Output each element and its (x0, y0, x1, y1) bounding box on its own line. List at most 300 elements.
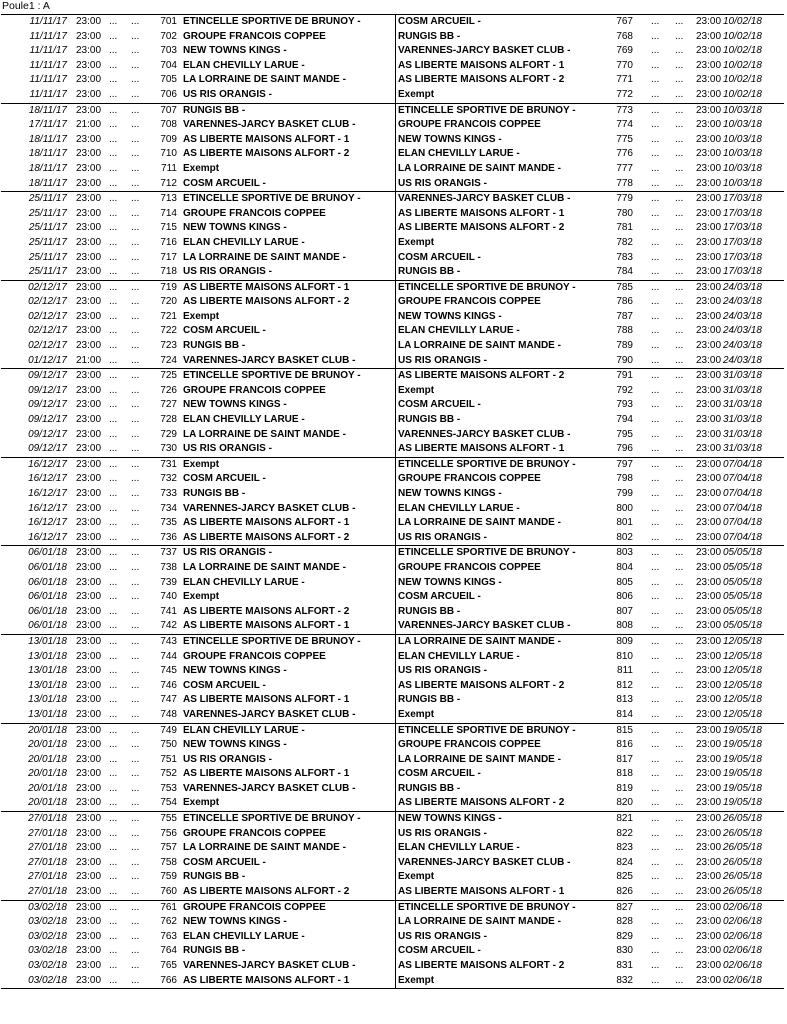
first-leg-date: 11/11/17 (29, 16, 67, 27)
return-leg-score-away: ... (675, 679, 684, 691)
return-leg-time: 23:00 (696, 236, 722, 248)
first-leg-match-number: 742 (160, 620, 177, 632)
home-team: US RIS ORANGIS - (183, 753, 272, 765)
home-team: GROUPE FRANCOIS COPPEE (183, 650, 326, 662)
return-leg-match-number: 806 (616, 591, 633, 603)
away-team: Exempt (398, 88, 435, 100)
return-leg-match-number: 803 (616, 547, 633, 559)
home-team: COSM ARCUEIL - (183, 325, 266, 337)
home-team: Exempt (183, 797, 220, 809)
away-team: LA LORRAINE DE SAINT MANDE - (398, 162, 561, 174)
return-leg-score-away: ... (675, 488, 684, 499)
return-leg-score-away: ... (675, 16, 684, 27)
first-leg-date: 13/01/18 (28, 650, 67, 662)
table-row (1, 413, 784, 428)
first-leg-score-home: ... (109, 488, 118, 499)
return-leg-score-home: ... (651, 916, 660, 928)
return-leg-score-home: ... (651, 753, 660, 765)
return-leg-time: 23:00 (696, 399, 722, 411)
away-team: GROUPE FRANCOIS COPPEE (398, 296, 541, 308)
first-leg-score-away: ... (131, 370, 140, 382)
return-leg-score-away: ... (675, 251, 684, 263)
return-leg-score-home: ... (651, 88, 660, 100)
return-leg-score-home: ... (651, 148, 660, 160)
first-leg-time: 23:00 (76, 768, 102, 780)
first-leg-score-home: ... (109, 177, 118, 189)
return-leg-date: 10/03/18 (723, 177, 762, 189)
return-leg-score-home: ... (651, 104, 660, 116)
return-leg-match-number: 823 (616, 842, 633, 854)
away-team: COSM ARCUEIL - (398, 399, 481, 411)
first-leg-date: 27/01/18 (28, 886, 67, 898)
away-team: ETINCELLE SPORTIVE DE BRUNOY - (398, 281, 576, 293)
table-row (1, 133, 784, 148)
first-leg-time: 23:00 (76, 547, 102, 559)
away-team: ELAN CHEVILLY LARUE - (398, 325, 520, 337)
return-leg-date: 10/03/18 (723, 119, 762, 131)
first-leg-match-number: 755 (160, 813, 177, 825)
matchday-group (1, 546, 784, 635)
return-leg-score-home: ... (651, 502, 660, 514)
first-leg-time: 23:00 (76, 930, 102, 942)
table-row (1, 207, 784, 222)
first-leg-match-number: 725 (160, 370, 177, 382)
return-leg-score-away: ... (675, 428, 684, 440)
table-row (1, 192, 784, 207)
first-leg-score-home: ... (109, 517, 118, 529)
first-leg-match-number: 727 (160, 399, 177, 411)
return-leg-time: 23:00 (696, 945, 722, 957)
return-leg-time: 23:00 (696, 531, 722, 543)
home-team: US RIS ORANGIS - (183, 266, 272, 278)
first-leg-match-number: 706 (160, 88, 177, 100)
return-leg-score-home: ... (651, 162, 660, 174)
table-row (1, 546, 784, 561)
home-team: VARENNES-JARCY BASKET CLUB - (183, 782, 356, 794)
return-leg-score-home: ... (651, 325, 660, 337)
page-title: Poule1 : A (2, 0, 50, 12)
return-leg-date: 24/03/18 (723, 310, 762, 322)
first-leg-score-home: ... (109, 458, 118, 470)
first-leg-date: 09/12/17 (28, 443, 67, 455)
return-leg-date: 19/05/18 (723, 739, 762, 751)
first-leg-score-away: ... (131, 694, 140, 706)
return-leg-match-number: 828 (616, 916, 633, 928)
first-leg-match-number: 765 (160, 960, 177, 971)
first-leg-score-home: ... (109, 236, 118, 248)
first-leg-match-number: 721 (160, 310, 177, 322)
first-leg-score-away: ... (131, 266, 140, 278)
return-leg-match-number: 820 (616, 797, 633, 809)
return-leg-score-away: ... (675, 45, 684, 57)
first-leg-date: 25/11/17 (28, 222, 67, 234)
home-team: RUNGIS BB - (183, 104, 246, 116)
table-row (1, 782, 784, 797)
away-team: AS LIBERTE MAISONS ALFORT - 1 (398, 59, 565, 71)
table-row (1, 428, 784, 443)
return-leg-date: 26/05/18 (723, 827, 762, 839)
first-leg-date: 16/12/17 (28, 502, 67, 514)
first-leg-score-away: ... (131, 119, 140, 131)
return-leg-date: 10/03/18 (723, 162, 762, 174)
table-row (1, 959, 784, 974)
first-leg-time: 23:00 (76, 207, 102, 219)
away-team: US RIS ORANGIS - (398, 177, 487, 189)
first-leg-match-number: 717 (160, 251, 177, 263)
return-leg-score-away: ... (675, 119, 684, 131)
return-leg-time: 23:00 (696, 916, 722, 928)
return-leg-date: 05/05/18 (723, 561, 762, 573)
table-row (1, 827, 784, 842)
away-team: LA LORRAINE DE SAINT MANDE - (398, 517, 561, 529)
first-leg-score-away: ... (131, 960, 140, 971)
return-leg-date: 12/05/18 (723, 708, 762, 720)
first-leg-score-away: ... (131, 768, 140, 780)
first-leg-date: 18/11/17 (28, 133, 67, 145)
return-leg-time: 23:00 (696, 739, 722, 751)
return-leg-match-number: 795 (616, 428, 633, 440)
first-leg-score-home: ... (109, 148, 118, 160)
first-leg-time: 23:00 (76, 488, 102, 499)
first-leg-score-away: ... (131, 517, 140, 529)
home-team: NEW TOWNS KINGS - (183, 45, 287, 57)
return-leg-score-home: ... (651, 768, 660, 780)
return-leg-score-away: ... (675, 797, 684, 809)
return-leg-date: 17/03/18 (723, 193, 762, 205)
return-leg-score-home: ... (651, 399, 660, 411)
first-leg-score-home: ... (109, 679, 118, 691)
return-leg-score-away: ... (675, 620, 684, 632)
return-leg-match-number: 815 (616, 724, 633, 736)
first-leg-time: 23:00 (76, 782, 102, 794)
return-leg-score-away: ... (675, 708, 684, 720)
first-leg-score-away: ... (131, 591, 140, 603)
return-leg-date: 19/05/18 (723, 753, 762, 765)
away-team: US RIS ORANGIS - (398, 665, 487, 677)
first-leg-score-away: ... (131, 797, 140, 809)
first-leg-score-home: ... (109, 266, 118, 278)
first-leg-time: 23:00 (76, 856, 102, 868)
first-leg-score-away: ... (131, 148, 140, 160)
return-leg-score-away: ... (675, 739, 684, 751)
return-leg-date: 02/06/18 (723, 901, 762, 913)
table-row (1, 398, 784, 413)
return-leg-match-number: 794 (616, 414, 633, 426)
first-leg-time: 23:00 (76, 399, 102, 411)
return-leg-match-number: 786 (616, 296, 633, 308)
table-row (1, 442, 784, 457)
return-leg-date: 24/03/18 (723, 281, 762, 293)
table-row (1, 15, 784, 30)
first-leg-date: 18/11/17 (28, 162, 67, 174)
home-team: Exempt (183, 591, 220, 603)
away-team: AS LIBERTE MAISONS ALFORT - 2 (398, 960, 565, 971)
first-leg-time: 23:00 (76, 591, 102, 603)
table-row (1, 59, 784, 74)
return-leg-score-away: ... (675, 281, 684, 293)
return-leg-time: 23:00 (696, 827, 722, 839)
return-leg-score-home: ... (651, 443, 660, 455)
first-leg-date: 27/01/18 (28, 871, 67, 883)
first-leg-time: 23:00 (76, 340, 102, 352)
first-leg-date: 02/12/17 (28, 281, 67, 293)
return-leg-date: 07/04/18 (723, 488, 762, 499)
first-leg-time: 23:00 (76, 901, 102, 913)
return-leg-score-away: ... (675, 842, 684, 854)
home-team: RUNGIS BB - (183, 871, 246, 883)
first-leg-score-away: ... (131, 162, 140, 174)
first-leg-date: 13/01/18 (28, 708, 67, 720)
return-leg-match-number: 811 (617, 665, 633, 677)
table-row (1, 44, 784, 59)
return-leg-match-number: 781 (616, 222, 633, 234)
return-leg-match-number: 826 (616, 886, 633, 898)
return-leg-score-away: ... (675, 399, 684, 411)
return-leg-date: 07/04/18 (723, 517, 762, 529)
return-leg-date: 17/03/18 (723, 251, 762, 263)
first-leg-match-number: 761 (160, 901, 177, 913)
first-leg-time: 23:00 (76, 458, 102, 470)
return-leg-date: 26/05/18 (723, 842, 762, 854)
return-leg-date: 05/05/18 (723, 605, 762, 617)
first-leg-match-number: 726 (160, 384, 177, 396)
first-leg-date: 16/12/17 (28, 473, 67, 485)
return-leg-match-number: 788 (616, 325, 633, 337)
first-leg-score-home: ... (109, 296, 118, 308)
matchday-group (1, 369, 784, 458)
home-team: LA LORRAINE DE SAINT MANDE - (183, 251, 346, 263)
home-team: LA LORRAINE DE SAINT MANDE - (183, 561, 346, 573)
return-leg-score-away: ... (675, 813, 684, 825)
home-team: ELAN CHEVILLY LARUE - (183, 930, 305, 942)
return-leg-date: 26/05/18 (723, 856, 762, 868)
first-leg-date: 03/02/18 (28, 974, 67, 986)
return-leg-score-home: ... (651, 236, 660, 248)
first-leg-time: 23:00 (76, 74, 102, 86)
return-leg-date: 31/03/18 (723, 370, 762, 382)
return-leg-date: 17/03/18 (723, 222, 762, 234)
first-leg-match-number: 731 (160, 458, 177, 470)
return-leg-date: 24/03/18 (723, 340, 762, 352)
return-leg-time: 23:00 (696, 148, 722, 160)
return-leg-score-home: ... (651, 354, 660, 366)
return-leg-date: 10/02/18 (723, 59, 762, 71)
first-leg-match-number: 758 (160, 856, 177, 868)
home-team: ETINCELLE SPORTIVE DE BRUNOY - (183, 813, 361, 825)
first-leg-match-number: 722 (160, 325, 177, 337)
first-leg-score-away: ... (131, 458, 140, 470)
first-leg-time: 23:00 (76, 177, 102, 189)
home-team: VARENNES-JARCY BASKET CLUB - (183, 354, 356, 366)
return-leg-score-home: ... (651, 739, 660, 751)
return-leg-match-number: 807 (616, 605, 633, 617)
first-leg-date: 27/01/18 (28, 856, 67, 868)
home-team: COSM ARCUEIL - (183, 473, 266, 485)
return-leg-date: 26/05/18 (723, 813, 762, 825)
return-leg-score-home: ... (651, 856, 660, 868)
return-leg-time: 23:00 (696, 679, 722, 691)
return-leg-match-number: 800 (616, 502, 633, 514)
home-team: NEW TOWNS KINGS - (183, 222, 287, 234)
return-leg-time: 23:00 (696, 473, 722, 485)
first-leg-score-away: ... (131, 414, 140, 426)
return-leg-date: 24/03/18 (723, 325, 762, 337)
return-leg-match-number: 792 (616, 384, 633, 396)
first-leg-match-number: 744 (160, 650, 177, 662)
first-leg-time: 23:00 (76, 266, 102, 278)
return-leg-date: 07/04/18 (723, 458, 762, 470)
first-leg-score-home: ... (109, 310, 118, 322)
return-leg-score-away: ... (675, 104, 684, 116)
return-leg-date: 10/02/18 (723, 45, 762, 57)
table-row (1, 561, 784, 576)
first-leg-date: 11/11/17 (29, 88, 67, 100)
first-leg-score-home: ... (109, 782, 118, 794)
first-leg-score-away: ... (131, 133, 140, 145)
first-leg-score-away: ... (131, 827, 140, 839)
return-leg-time: 23:00 (696, 119, 722, 131)
home-team: VARENNES-JARCY BASKET CLUB - (183, 502, 356, 514)
return-leg-score-home: ... (651, 74, 660, 86)
return-leg-score-home: ... (651, 813, 660, 825)
first-leg-date: 25/11/17 (28, 236, 67, 248)
return-leg-score-away: ... (675, 974, 684, 986)
return-leg-match-number: 780 (616, 207, 633, 219)
first-leg-match-number: 703 (160, 45, 177, 57)
first-leg-score-home: ... (109, 399, 118, 411)
first-leg-time: 23:00 (76, 650, 102, 662)
return-leg-match-number: 814 (616, 708, 633, 720)
home-team: Exempt (183, 162, 220, 174)
first-leg-time: 23:00 (76, 473, 102, 485)
first-leg-time: 23:00 (76, 384, 102, 396)
return-leg-score-home: ... (651, 576, 660, 588)
return-leg-time: 23:00 (696, 708, 722, 720)
table-row (1, 281, 784, 296)
first-leg-date: 20/01/18 (28, 739, 67, 751)
return-leg-score-away: ... (675, 724, 684, 736)
first-leg-match-number: 710 (160, 148, 177, 160)
first-leg-score-away: ... (131, 974, 140, 986)
return-leg-score-away: ... (675, 414, 684, 426)
first-leg-date: 18/11/17 (28, 104, 67, 116)
first-leg-match-number: 737 (160, 547, 177, 559)
first-leg-time: 23:00 (76, 296, 102, 308)
return-leg-time: 23:00 (696, 104, 722, 116)
first-leg-score-home: ... (109, 768, 118, 780)
return-leg-date: 24/03/18 (723, 354, 762, 366)
home-team: LA LORRAINE DE SAINT MANDE - (183, 842, 346, 854)
return-leg-date: 24/03/18 (723, 296, 762, 308)
return-leg-match-number: 767 (616, 16, 633, 27)
away-team: LA LORRAINE DE SAINT MANDE - (398, 916, 561, 928)
home-team: US RIS ORANGIS - (183, 443, 272, 455)
away-team: NEW TOWNS KINGS - (398, 310, 502, 322)
table-row (1, 679, 784, 694)
first-leg-match-number: 757 (160, 842, 177, 854)
first-leg-date: 18/11/17 (28, 148, 67, 160)
return-leg-time: 23:00 (696, 782, 722, 794)
first-leg-score-away: ... (131, 620, 140, 632)
return-leg-score-home: ... (651, 797, 660, 809)
home-team: RUNGIS BB - (183, 488, 246, 499)
first-leg-score-home: ... (109, 133, 118, 145)
return-leg-date: 10/02/18 (723, 16, 762, 27)
first-leg-time: 23:00 (76, 945, 102, 957)
first-leg-score-home: ... (109, 59, 118, 71)
first-leg-time: 21:00 (76, 119, 102, 131)
first-leg-score-away: ... (131, 856, 140, 868)
return-leg-score-home: ... (651, 59, 660, 71)
home-team: AS LIBERTE MAISONS ALFORT - 1 (183, 133, 350, 145)
first-leg-score-home: ... (109, 74, 118, 86)
return-leg-match-number: 812 (616, 679, 633, 691)
return-leg-match-number: 825 (616, 871, 633, 883)
return-leg-score-home: ... (651, 665, 660, 677)
first-leg-score-away: ... (131, 576, 140, 588)
return-leg-match-number: 799 (616, 488, 633, 499)
return-leg-score-home: ... (651, 605, 660, 617)
return-leg-match-number: 817 (616, 753, 633, 765)
first-leg-time: 23:00 (76, 724, 102, 736)
return-leg-score-home: ... (651, 488, 660, 499)
first-leg-score-away: ... (131, 724, 140, 736)
return-leg-match-number: 821 (616, 813, 633, 825)
return-leg-match-number: 816 (616, 739, 633, 751)
return-leg-match-number: 769 (616, 45, 633, 57)
matchday-group (1, 901, 784, 990)
first-leg-score-home: ... (109, 119, 118, 131)
first-leg-time: 23:00 (76, 813, 102, 825)
return-leg-time: 23:00 (696, 797, 722, 809)
first-leg-time: 23:00 (76, 886, 102, 898)
first-leg-date: 09/12/17 (28, 399, 67, 411)
first-leg-score-away: ... (131, 502, 140, 514)
return-leg-score-away: ... (675, 340, 684, 352)
first-leg-score-away: ... (131, 281, 140, 293)
return-leg-score-away: ... (675, 296, 684, 308)
return-leg-time: 23:00 (696, 665, 722, 677)
table-row (1, 88, 784, 103)
return-leg-match-number: 809 (616, 635, 633, 647)
return-leg-match-number: 802 (616, 531, 633, 543)
first-leg-date: 11/11/17 (29, 45, 67, 57)
first-leg-score-home: ... (109, 222, 118, 234)
home-team: LA LORRAINE DE SAINT MANDE - (183, 428, 346, 440)
first-leg-time: 23:00 (76, 694, 102, 706)
first-leg-score-away: ... (131, 193, 140, 205)
return-leg-score-home: ... (651, 177, 660, 189)
first-leg-score-away: ... (131, 842, 140, 854)
return-leg-match-number: 830 (616, 945, 633, 957)
first-leg-score-home: ... (109, 162, 118, 174)
return-leg-match-number: 813 (616, 694, 633, 706)
first-leg-score-away: ... (131, 650, 140, 662)
return-leg-time: 23:00 (696, 650, 722, 662)
first-leg-date: 16/12/17 (28, 488, 67, 499)
first-leg-score-away: ... (131, 88, 140, 100)
return-leg-date: 10/03/18 (723, 148, 762, 160)
home-team: VARENNES-JARCY BASKET CLUB - (183, 960, 356, 971)
return-leg-score-home: ... (651, 650, 660, 662)
return-leg-score-away: ... (675, 502, 684, 514)
return-leg-time: 23:00 (696, 768, 722, 780)
home-team: AS LIBERTE MAISONS ALFORT - 1 (183, 620, 350, 632)
table-row (1, 324, 784, 339)
return-leg-time: 23:00 (696, 517, 722, 529)
return-leg-score-home: ... (651, 193, 660, 205)
first-leg-date: 13/01/18 (28, 665, 67, 677)
